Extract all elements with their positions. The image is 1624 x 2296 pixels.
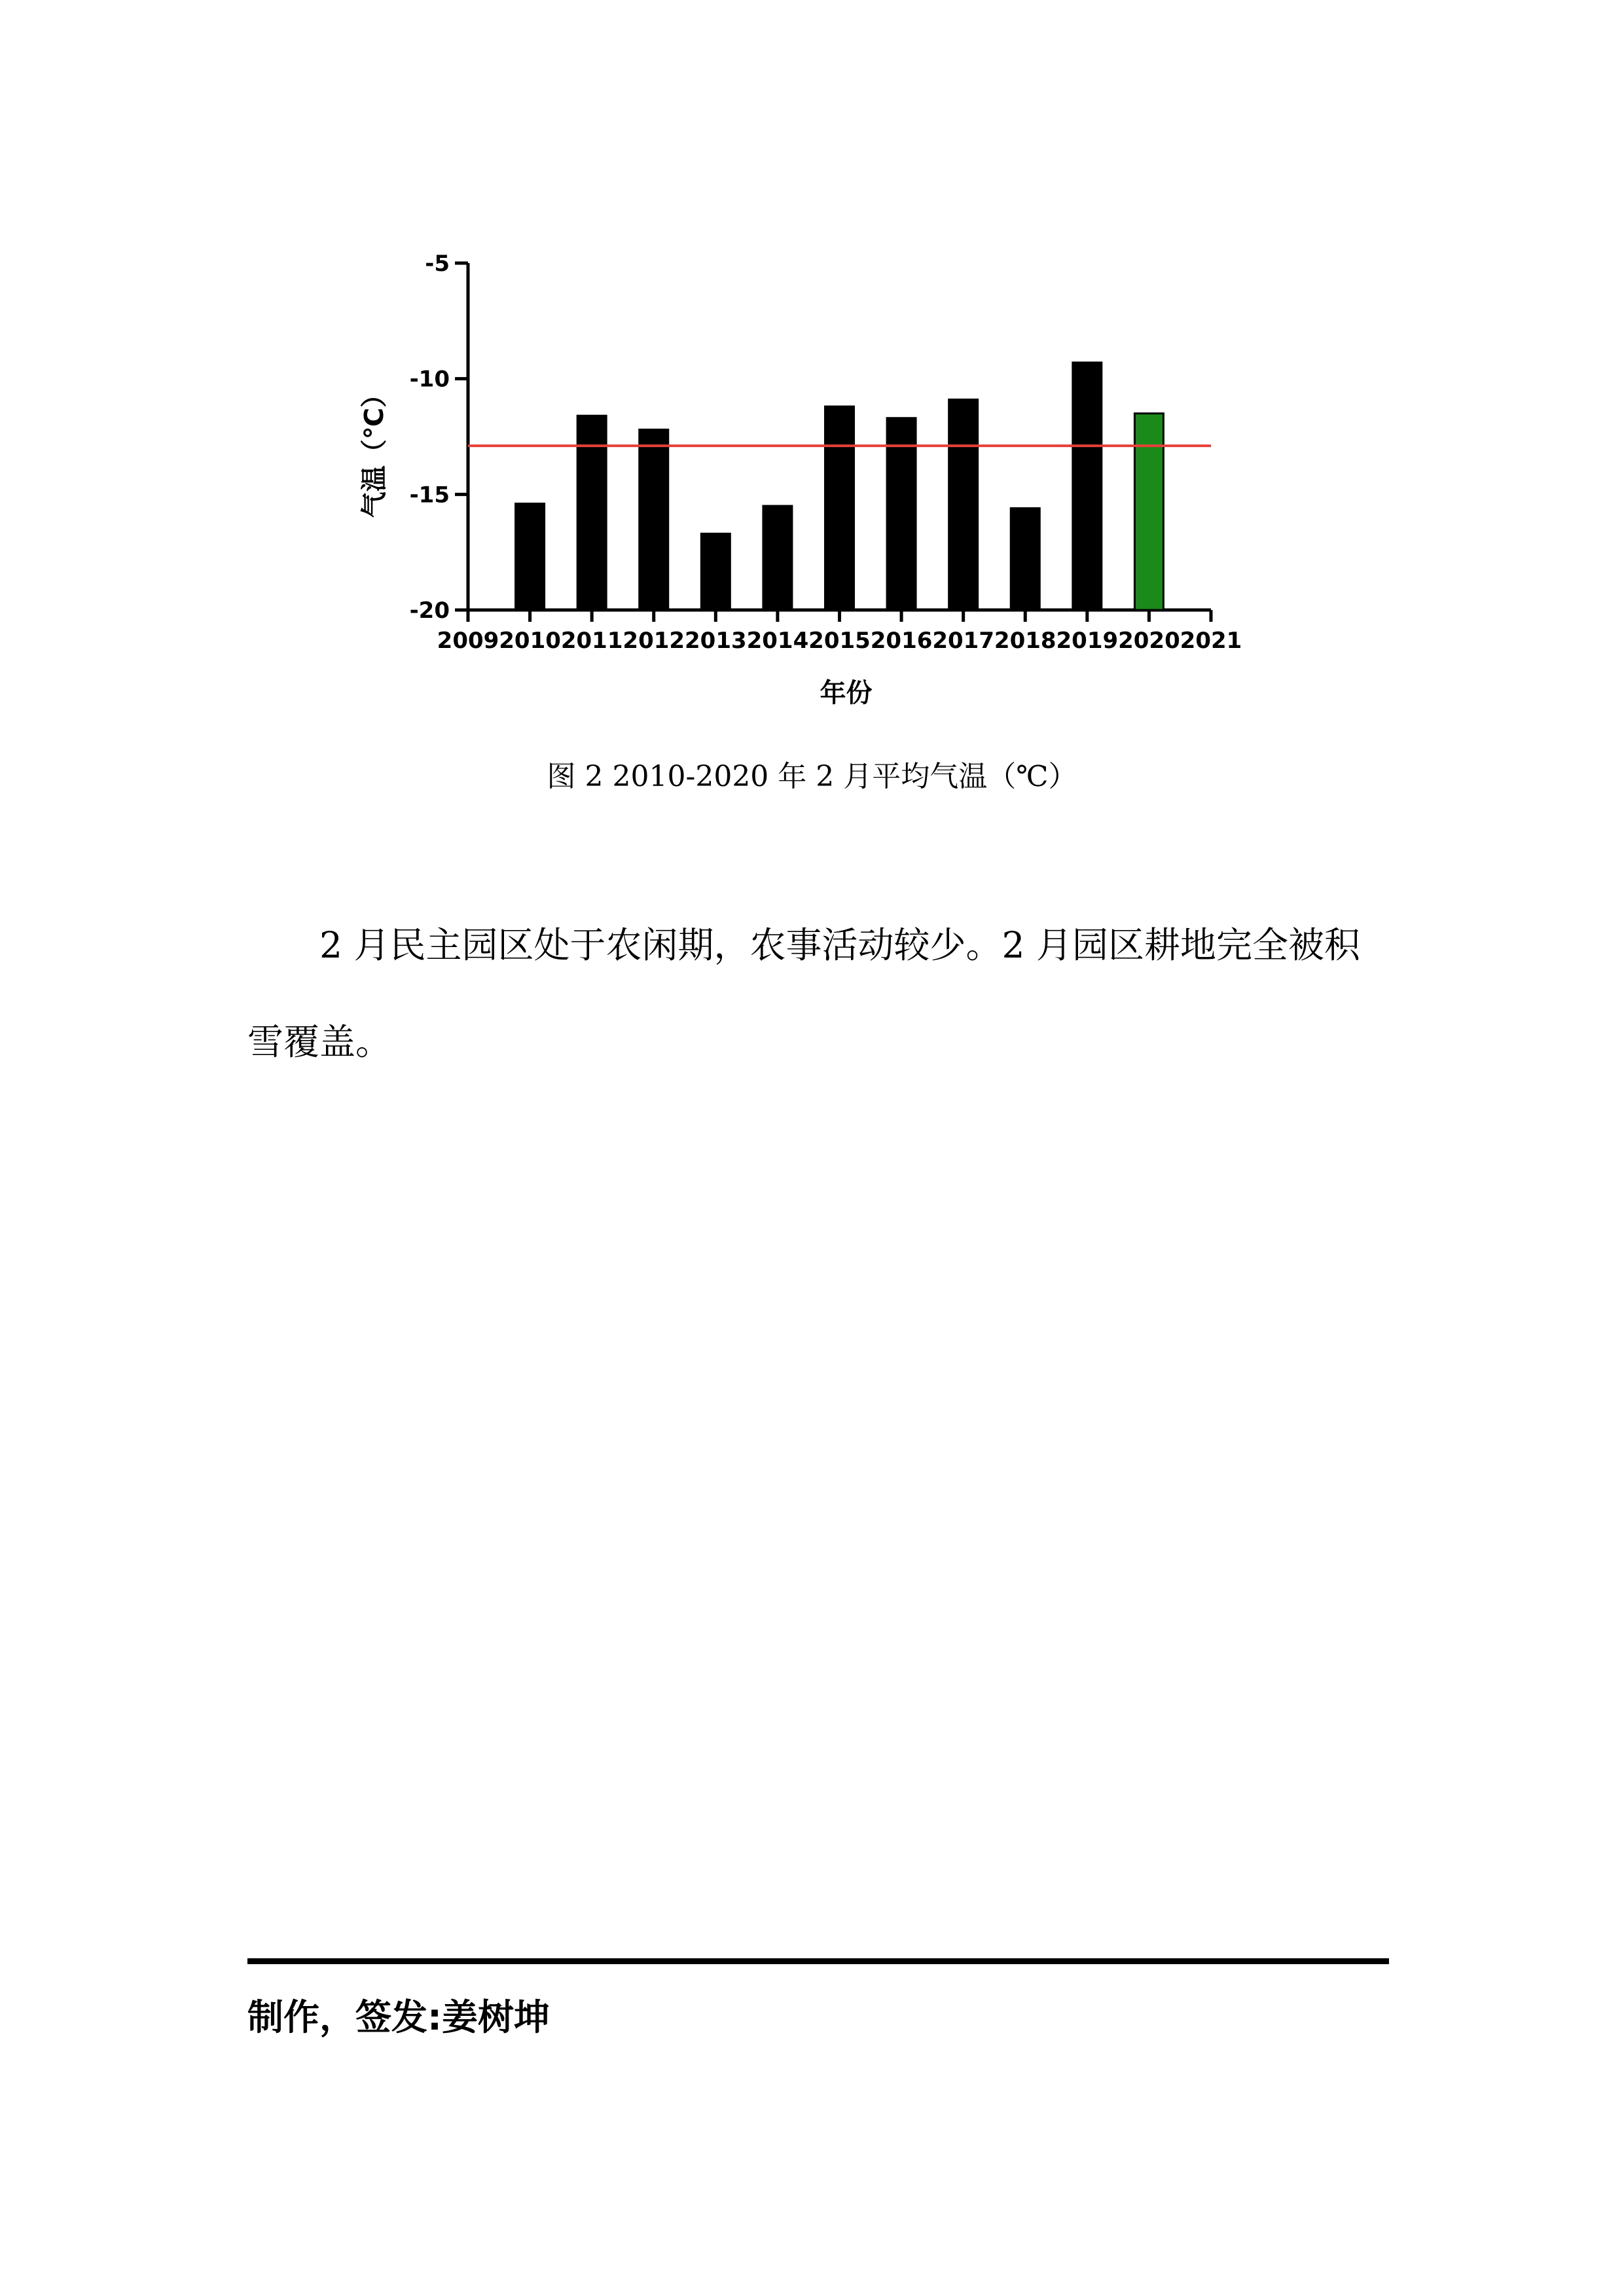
bar-2017	[949, 399, 978, 610]
y-axis-title: 气温（℃）	[359, 381, 389, 518]
bar-2020	[1134, 414, 1163, 610]
figure-caption: 图 2 2010-2020 年 2 月平均气温（℃）	[547, 760, 1077, 793]
x-tick-label: 2020	[1118, 628, 1180, 654]
x-tick-label: 2013	[685, 628, 747, 654]
body-paragraph: 2 月民主园区处于农闲期，农事活动较少。2 月园区耕地完全被积雪覆盖。	[247, 924, 1360, 1063]
bar-2019	[1073, 363, 1102, 610]
x-tick-label: 2009	[437, 628, 499, 654]
bar-2013	[701, 533, 730, 610]
x-axis-title: 年份	[820, 678, 873, 708]
bar-2015	[825, 406, 854, 610]
y-tick-label: -10	[409, 366, 450, 393]
x-tick-label: 2016	[870, 628, 933, 654]
x-tick-label: 2019	[1056, 628, 1119, 654]
bar-2014	[763, 506, 792, 610]
x-tick-label: 2010	[499, 628, 561, 654]
footer-divider	[247, 1958, 1389, 1964]
bar-2010	[516, 503, 545, 610]
temperature-chart	[0, 0, 1624, 733]
bar-2018	[1011, 509, 1039, 610]
x-tick-label: 2017	[932, 628, 994, 654]
x-tick-label: 2021	[1180, 628, 1242, 654]
x-tick-label: 2014	[746, 628, 809, 654]
bar-2012	[640, 429, 668, 610]
x-tick-label: 2011	[560, 628, 623, 654]
y-tick-label: -5	[425, 251, 450, 277]
bar-chart-svg	[0, 0, 1624, 733]
x-tick-label: 2018	[994, 628, 1056, 654]
x-tick-label: 2015	[808, 628, 871, 654]
y-tick-label: -15	[409, 482, 450, 509]
x-tick-label: 2012	[623, 628, 685, 654]
y-tick-label: -20	[409, 598, 450, 624]
footer-credit: 制作，签发:姜树坤	[247, 1996, 550, 2038]
